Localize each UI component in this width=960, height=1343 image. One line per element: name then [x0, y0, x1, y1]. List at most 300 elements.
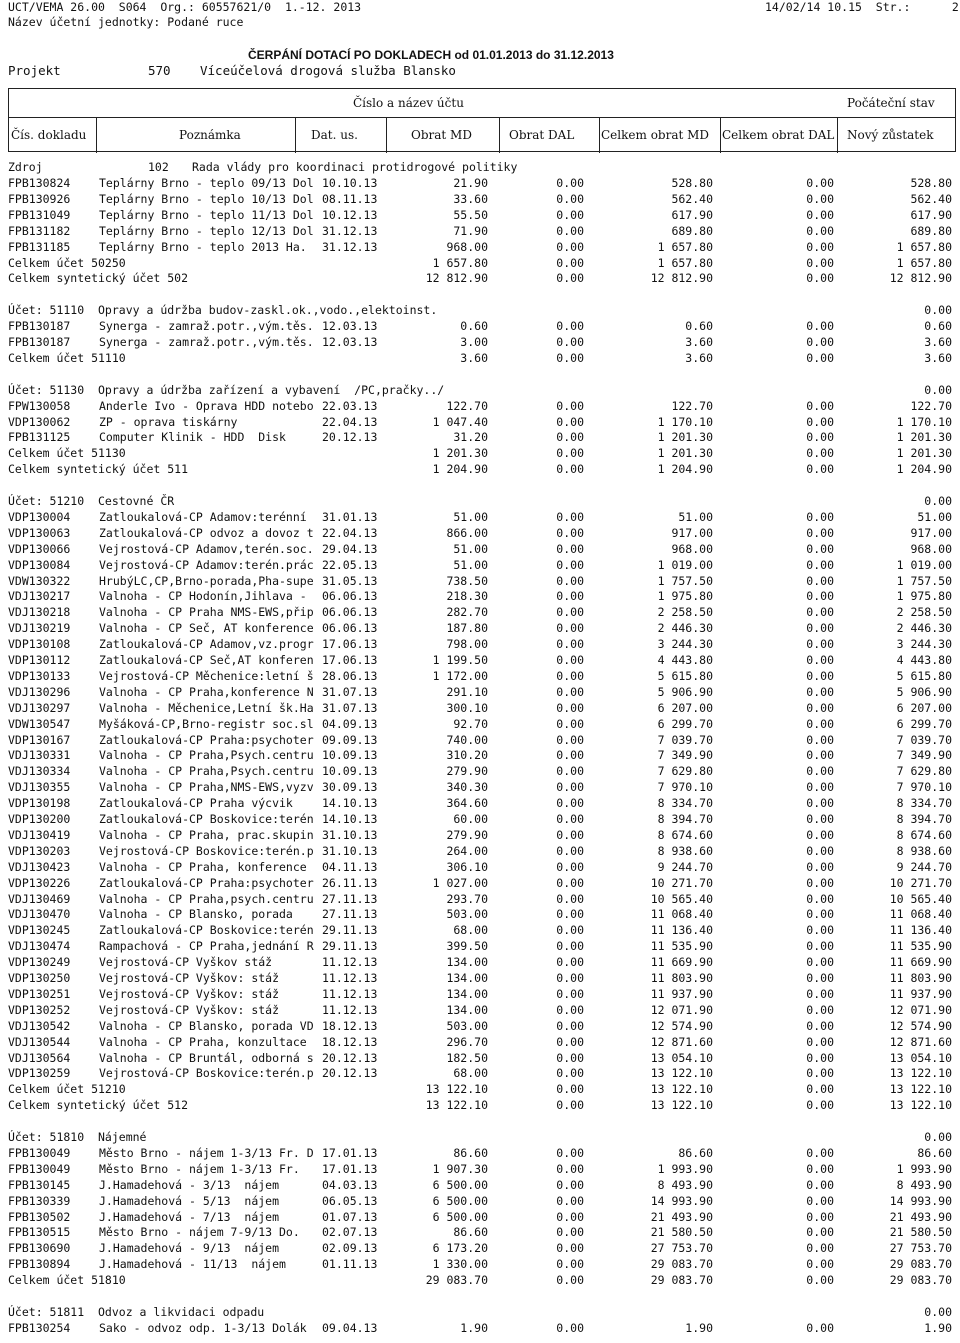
celkem-obrat-dal: 0.00: [806, 1241, 834, 1256]
novy-zustatek: 5 615.80: [896, 668, 952, 683]
posting-date: 29.11.13: [322, 923, 378, 938]
celkem-obrat-dal: 0.00: [806, 191, 834, 206]
table-row: [0, 844, 960, 860]
celkem-obrat-dal: 0.00: [806, 923, 834, 938]
subtotal-label: Celkem syntetický účet 512: [8, 1098, 189, 1113]
note: HrubýLC,CP,Brno-porada,Pha-supe: [99, 573, 314, 588]
celkem-obrat-md: 11 535.90: [650, 939, 713, 954]
obrat-dal: 0.00: [556, 653, 584, 667]
obrat-md: 1 199.50: [432, 653, 488, 667]
obrat-dal: 0.00: [556, 1066, 584, 1081]
celkem-obrat-md: 1 204.90: [657, 462, 713, 477]
table-row: [0, 653, 960, 669]
header-col-md: Obrat MD: [411, 128, 472, 142]
celkem-obrat-md: 617.90: [671, 207, 713, 222]
posting-date: 06.06.13: [322, 589, 378, 604]
doc-number: VDP130245: [8, 923, 71, 938]
account-label: Účet: 51110 Opravy a údržba budov-zaskl.ok.,vodo.,elektoinst.: [8, 303, 438, 318]
obrat-dal: 0.00: [556, 621, 584, 636]
subtotal-label: Celkem účet 50250: [8, 255, 126, 270]
header-col-doc: Čís. dokladu: [11, 128, 87, 142]
novy-zustatek: 1 170.10: [896, 414, 952, 429]
posting-date: 31.10.13: [322, 843, 378, 858]
note: Vejrostová-CP Boskovice:terén.p: [99, 843, 314, 858]
novy-zustatek: 1 204.90: [896, 462, 952, 477]
posting-date: 04.11.13: [322, 859, 378, 874]
novy-zustatek: 3.60: [924, 335, 952, 349]
celkem-obrat-md: 13 122.10: [650, 1082, 713, 1097]
obrat-dal: 0.00: [556, 907, 584, 922]
doc-number: VDJ130564: [8, 1050, 71, 1065]
posting-date: 11.12.13: [322, 955, 378, 970]
pocatecni-stav: 0.00: [924, 303, 952, 318]
subtotal-row: [0, 1082, 960, 1098]
novy-zustatek: 14 993.90: [889, 1193, 952, 1208]
obrat-md: 310.20: [446, 748, 488, 763]
obrat-dal: 0.00: [556, 1273, 584, 1288]
posting-date: 20.12.13: [322, 1066, 378, 1081]
table-row: [0, 1241, 960, 1257]
note: Rampachová - CP Praha,jednání R: [99, 939, 314, 954]
obrat-md: 364.60: [446, 796, 488, 811]
doc-number: VDJ130219: [8, 621, 71, 636]
novy-zustatek: 1 019.00: [896, 557, 952, 572]
celkem-obrat-md: 1 657.80: [657, 239, 713, 254]
novy-zustatek: 7 039.70: [896, 732, 952, 747]
doc-number: VDJ130470: [8, 907, 71, 922]
obrat-md: 6 500.00: [432, 1193, 488, 1208]
table-row: [0, 1162, 960, 1178]
celkem-obrat-dal: 0.00: [806, 1082, 834, 1097]
posting-date: 22.04.13: [322, 414, 378, 429]
doc-number: FPB130187: [8, 319, 71, 334]
celkem-obrat-md: 1 657.80: [657, 255, 713, 270]
celkem-obrat-md: 8 938.60: [657, 843, 713, 858]
posting-date: 06.06.13: [322, 621, 378, 636]
posting-date: 20.12.13: [322, 1050, 378, 1065]
obrat-dal: 0.00: [556, 1145, 584, 1160]
celkem-obrat-md: 689.80: [671, 223, 713, 238]
novy-zustatek: 10 565.40: [889, 891, 952, 906]
obrat-md: 68.00: [453, 923, 488, 938]
obrat-md: 92.70: [453, 716, 488, 731]
celkem-obrat-md: 2 446.30: [657, 621, 713, 636]
project-name: Víceúčelová drogová služba Blansko: [200, 63, 456, 78]
note: Vejrostová-CP Adamov,terén.soc.: [99, 541, 314, 556]
note: Zatloukalová-CP odvoz a dovoz t: [99, 525, 314, 540]
obrat-dal: 0.00: [556, 1209, 584, 1224]
obrat-md: 0.60: [460, 319, 488, 334]
obrat-dal: 0.00: [556, 1320, 584, 1335]
novy-zustatek: 11 136.40: [889, 923, 952, 938]
pocatecni-stav: 0.00: [924, 1130, 952, 1144]
doc-number: VDP130252: [8, 1002, 71, 1017]
pocatecni-stav: 0.00: [924, 382, 952, 397]
table-row: [0, 621, 960, 637]
posting-date: 12.03.13: [322, 319, 378, 334]
obrat-dal: 0.00: [556, 1193, 584, 1208]
posting-date: 10.10.13: [322, 176, 378, 190]
obrat-dal: 0.00: [556, 1177, 584, 1192]
account-header-row: [0, 303, 960, 319]
subtotal-label: Celkem syntetický účet 511: [8, 462, 189, 477]
note: Vejrostová-CP Vyškov: stáž: [99, 971, 280, 985]
subtotal-label: Celkem syntetický účet 502: [8, 271, 189, 286]
celkem-obrat-dal: 0.00: [806, 589, 834, 604]
doc-number: VDP130198: [8, 796, 71, 811]
obrat-md: 293.70: [446, 891, 488, 906]
celkem-obrat-md: 12 812.90: [650, 271, 713, 286]
obrat-md: 51.00: [453, 557, 488, 572]
celkem-obrat-dal: 0.00: [806, 398, 834, 413]
doc-number: VDJ130544: [8, 1034, 71, 1049]
obrat-md: 1.90: [460, 1320, 488, 1335]
novy-zustatek: 11 068.40: [889, 907, 952, 922]
doc-number: VDP130004: [8, 509, 71, 524]
note: Vejrostová-CP Měchenice:letní š: [99, 668, 314, 683]
doc-number: VDP130251: [8, 986, 71, 1001]
posting-date: 09.09.13: [322, 732, 378, 747]
note: Vejrostová-CP Vyškov: stáž: [99, 1002, 280, 1017]
posting-date: 18.12.13: [322, 1018, 378, 1033]
novy-zustatek: 689.80: [910, 223, 952, 238]
novy-zustatek: 10 271.70: [889, 875, 952, 890]
obrat-md: 6 500.00: [432, 1209, 488, 1224]
note: Vejrostová-CP Vyškov: stáž: [99, 986, 280, 1001]
obrat-dal: 0.00: [556, 1034, 584, 1049]
obrat-md: 3.00: [460, 335, 488, 349]
obrat-dal: 0.00: [556, 239, 584, 254]
note: Zatloukalová-CP Adamov:terénní: [99, 509, 307, 524]
obrat-md: 218.30: [446, 589, 488, 604]
table-row: [0, 542, 960, 558]
doc-number: VDP130167: [8, 732, 71, 747]
celkem-obrat-md: 12 574.90: [650, 1018, 713, 1033]
obrat-dal: 0.00: [556, 732, 584, 747]
doc-number: VDP130084: [8, 557, 71, 572]
subtotal-label: Celkem účet 51210: [8, 1082, 126, 1097]
table-row: [0, 685, 960, 701]
celkem-obrat-dal: 0.00: [806, 1320, 834, 1335]
obrat-dal: 0.00: [556, 255, 584, 270]
celkem-obrat-dal: 0.00: [806, 1145, 834, 1160]
table-row: [0, 240, 960, 256]
doc-number: VDJ130334: [8, 764, 71, 779]
obrat-md: 51.00: [453, 541, 488, 556]
spacer-row: [0, 287, 960, 303]
obrat-md: 279.90: [446, 764, 488, 779]
novy-zustatek: 12 871.60: [889, 1034, 952, 1049]
obrat-dal: 0.00: [556, 780, 584, 795]
celkem-obrat-dal: 0.00: [806, 605, 834, 620]
novy-zustatek: 968.00: [910, 541, 952, 556]
note: Synerga - zamraž.potr.,vým.těs.: [99, 335, 314, 349]
posting-date: 20.12.13: [322, 430, 378, 445]
doc-number: FPB130894: [8, 1257, 71, 1272]
obrat-dal: 0.00: [556, 207, 584, 222]
doc-number: VDJ130218: [8, 605, 71, 620]
doc-number: VDP130226: [8, 875, 71, 890]
novy-zustatek: 7 629.80: [896, 764, 952, 779]
celkem-obrat-dal: 0.00: [806, 1161, 834, 1176]
novy-zustatek: 617.90: [910, 207, 952, 222]
novy-zustatek: 11 937.90: [889, 986, 952, 1001]
doc-number: FPB130926: [8, 191, 71, 206]
obrat-dal: 0.00: [556, 843, 584, 858]
obrat-dal: 0.00: [556, 319, 584, 334]
obrat-md: 264.00: [446, 843, 488, 858]
celkem-obrat-md: 562.40: [671, 191, 713, 206]
celkem-obrat-md: 1 757.50: [657, 573, 713, 588]
celkem-obrat-md: 7 629.80: [657, 764, 713, 779]
celkem-obrat-md: 0.60: [685, 319, 713, 334]
celkem-obrat-md: 29 083.70: [650, 1273, 713, 1288]
obrat-md: 6 500.00: [432, 1177, 488, 1192]
note: Město Brno - nájem 7-9/13 Do.: [99, 1225, 300, 1240]
novy-zustatek: 13 122.10: [889, 1082, 952, 1097]
table-row: [0, 1178, 960, 1194]
table-row: [0, 605, 960, 621]
celkem-obrat-md: 1.90: [685, 1320, 713, 1335]
subtotal-row: [0, 462, 960, 478]
doc-number: FPB130254: [8, 1320, 71, 1335]
posting-date: 27.11.13: [322, 891, 378, 906]
celkem-obrat-dal: 0.00: [806, 239, 834, 254]
obrat-md: 13 122.10: [425, 1098, 488, 1113]
obrat-md: 503.00: [446, 907, 488, 922]
header-col-dal: Obrat DAL: [509, 128, 575, 142]
table-row: [0, 780, 960, 796]
celkem-obrat-md: 5 906.90: [657, 684, 713, 699]
obrat-dal: 0.00: [556, 923, 584, 938]
celkem-obrat-md: 3 244.30: [657, 637, 713, 652]
obrat-dal: 0.00: [556, 1257, 584, 1272]
celkem-obrat-dal: 0.00: [806, 668, 834, 683]
posting-date: 18.12.13: [322, 1034, 378, 1049]
celkem-obrat-md: 5 615.80: [657, 668, 713, 683]
table-row: [0, 669, 960, 685]
celkem-obrat-dal: 0.00: [806, 207, 834, 222]
obrat-md: 1 657.80: [432, 255, 488, 270]
novy-zustatek: 21 580.50: [889, 1225, 952, 1240]
obrat-dal: 0.00: [556, 446, 584, 461]
header-ucet-label: Číslo a název účtu: [353, 96, 464, 110]
celkem-obrat-md: 27 753.70: [650, 1241, 713, 1256]
obrat-dal: 0.00: [556, 398, 584, 413]
celkem-obrat-dal: 0.00: [806, 764, 834, 779]
posting-date: 14.10.13: [322, 796, 378, 811]
obrat-md: 798.00: [446, 637, 488, 652]
note: Sako - odvoz odp. 1-3/13 Dolák: [99, 1320, 307, 1335]
doc-number: FPB130690: [8, 1241, 71, 1256]
note: Valnoha - CP Praha,psych.centru: [99, 891, 314, 906]
celkem-obrat-md: 12 071.90: [650, 1002, 713, 1017]
obrat-dal: 0.00: [556, 971, 584, 985]
obrat-md: 291.10: [446, 684, 488, 699]
note: Valnoha - CP Seč, AT konference: [99, 621, 314, 636]
celkem-obrat-dal: 0.00: [806, 557, 834, 572]
celkem-obrat-md: 7 349.90: [657, 748, 713, 763]
celkem-obrat-md: 12 871.60: [650, 1034, 713, 1049]
novy-zustatek: 21 493.90: [889, 1209, 952, 1224]
celkem-obrat-md: 14 993.90: [650, 1193, 713, 1208]
doc-number: FPB130339: [8, 1193, 71, 1208]
celkem-obrat-dal: 0.00: [806, 509, 834, 524]
posting-date: 31.10.13: [322, 827, 378, 842]
obrat-md: 86.60: [453, 1145, 488, 1160]
posting-date: 04.09.13: [322, 716, 378, 731]
novy-zustatek: 8 674.60: [896, 827, 952, 842]
obrat-dal: 0.00: [556, 796, 584, 811]
table-row: [0, 923, 960, 939]
celkem-obrat-dal: 0.00: [806, 812, 834, 826]
obrat-dal: 0.00: [556, 1018, 584, 1033]
novy-zustatek: 1 757.50: [896, 573, 952, 588]
table-row: [0, 319, 960, 335]
celkem-obrat-md: 13 122.10: [650, 1066, 713, 1081]
table-row: [0, 733, 960, 749]
obrat-md: 29 083.70: [425, 1273, 488, 1288]
table-row: [0, 876, 960, 892]
obrat-md: 340.30: [446, 780, 488, 795]
novy-zustatek: 0.60: [924, 319, 952, 334]
note: Zatloukalová-CP Praha:psychoter: [99, 875, 314, 890]
obrat-dal: 0.00: [556, 684, 584, 699]
spacer-row: [0, 1289, 960, 1305]
celkem-obrat-dal: 0.00: [806, 541, 834, 556]
doc-number: VDP130259: [8, 1066, 71, 1081]
table-row: [0, 748, 960, 764]
celkem-obrat-md: 1 019.00: [657, 557, 713, 572]
obrat-md: 1 172.00: [432, 668, 488, 683]
table-row: [0, 1210, 960, 1226]
obrat-md: 134.00: [446, 955, 488, 970]
obrat-md: 134.00: [446, 986, 488, 1001]
celkem-obrat-md: 21 580.50: [650, 1225, 713, 1240]
table-row: [0, 510, 960, 526]
celkem-obrat-dal: 0.00: [806, 1018, 834, 1033]
table-row: [0, 589, 960, 605]
celkem-obrat-md: 1 201.30: [657, 430, 713, 445]
doc-number: VDP130062: [8, 414, 71, 429]
celkem-obrat-dal: 0.00: [806, 955, 834, 970]
subtotal-label: Celkem účet 51810: [8, 1273, 126, 1288]
note: Myšáková-CP,Brno-registr soc.sl: [99, 716, 314, 731]
posting-date: 31.07.13: [322, 684, 378, 699]
doc-number: VDP130133: [8, 668, 71, 683]
obrat-dal: 0.00: [556, 939, 584, 954]
celkem-obrat-dal: 0.00: [806, 430, 834, 445]
celkem-obrat-md: 3.60: [685, 350, 713, 365]
table-row: [0, 955, 960, 971]
posting-date: 02.09.13: [322, 1241, 378, 1256]
table-row: [0, 1019, 960, 1035]
note: Valnoha - CP Praha NMS-EWS,přip: [99, 605, 314, 620]
obrat-md: 182.50: [446, 1050, 488, 1065]
novy-zustatek: 12 574.90: [889, 1018, 952, 1033]
table-row: [0, 574, 960, 590]
celkem-obrat-dal: 0.00: [806, 637, 834, 652]
table-row: [0, 558, 960, 574]
doc-number: VDJ130469: [8, 891, 71, 906]
novy-zustatek: 2 258.50: [896, 605, 952, 620]
celkem-obrat-md: 3.60: [685, 335, 713, 349]
header-pocatecni: Počáteční stav: [847, 96, 935, 110]
doc-number: VDP130066: [8, 541, 71, 556]
note: J.Hamadehová - 9/13 nájem: [99, 1241, 280, 1256]
subtotal-row: [0, 271, 960, 287]
obrat-dal: 0.00: [556, 509, 584, 524]
posting-date: 31.01.13: [322, 509, 378, 524]
celkem-obrat-md: 2 258.50: [657, 605, 713, 620]
celkem-obrat-dal: 0.00: [806, 843, 834, 858]
celkem-obrat-dal: 0.00: [806, 1209, 834, 1224]
obrat-md: 6 173.20: [432, 1241, 488, 1256]
obrat-md: 503.00: [446, 1018, 488, 1033]
note: Zatloukalová-CP Praha:psychoter: [99, 732, 314, 747]
doc-number: FPB131182: [8, 223, 71, 238]
pocatecni-stav: 0.00: [924, 1304, 952, 1319]
table-row: [0, 224, 960, 240]
note: Město Brno - nájem 1-3/13 Fr. D: [99, 1145, 314, 1160]
celkem-obrat-md: 917.00: [671, 525, 713, 540]
celkem-obrat-md: 1 975.80: [657, 589, 713, 604]
obrat-md: 1 047.40: [432, 414, 488, 429]
account-header-row: [0, 1305, 960, 1321]
novy-zustatek: 1 201.30: [896, 430, 952, 445]
column-header: [8, 88, 956, 152]
table-row: [0, 1257, 960, 1273]
doc-number: VDJ130419: [8, 827, 71, 842]
celkem-obrat-md: 528.80: [671, 176, 713, 190]
account-label: Účet: 51810 Nájemné: [8, 1130, 147, 1144]
novy-zustatek: 11 535.90: [889, 939, 952, 954]
note: Valnoha - CP Praha,konference N: [99, 684, 314, 699]
table-row: [0, 796, 960, 812]
celkem-obrat-dal: 0.00: [806, 700, 834, 715]
spacer-row: [0, 478, 960, 494]
posting-date: 22.03.13: [322, 398, 378, 413]
table-row: [0, 1035, 960, 1051]
obrat-dal: 0.00: [556, 525, 584, 540]
obrat-md: 1 204.90: [432, 462, 488, 477]
spacer-row: [0, 367, 960, 383]
novy-zustatek: 51.00: [917, 509, 952, 524]
celkem-obrat-dal: 0.00: [806, 176, 834, 190]
obrat-dal: 0.00: [556, 1098, 584, 1113]
obrat-md: 134.00: [446, 971, 488, 985]
doc-number: VDP130203: [8, 843, 71, 858]
header-col-cdal: Celkem obrat DAL: [722, 128, 835, 142]
celkem-obrat-md: 968.00: [671, 541, 713, 556]
doc-number: VDJ130296: [8, 684, 71, 699]
celkem-obrat-md: 6 299.70: [657, 716, 713, 731]
obrat-dal: 0.00: [556, 350, 584, 365]
posting-date: 17.06.13: [322, 637, 378, 652]
novy-zustatek: 12 071.90: [889, 1002, 952, 1017]
novy-zustatek: 6 207.00: [896, 700, 952, 715]
posting-date: 02.07.13: [322, 1225, 378, 1240]
obrat-dal: 0.00: [556, 955, 584, 970]
table-row: [0, 1194, 960, 1210]
posting-date: 06.06.13: [322, 605, 378, 620]
note: Teplárny Brno - teplo 09/13 Dol: [99, 176, 314, 190]
novy-zustatek: 3.60: [924, 350, 952, 365]
table-row: [0, 430, 960, 446]
obrat-dal: 0.00: [556, 875, 584, 890]
obrat-md: 60.00: [453, 812, 488, 826]
obrat-dal: 0.00: [556, 1082, 584, 1097]
